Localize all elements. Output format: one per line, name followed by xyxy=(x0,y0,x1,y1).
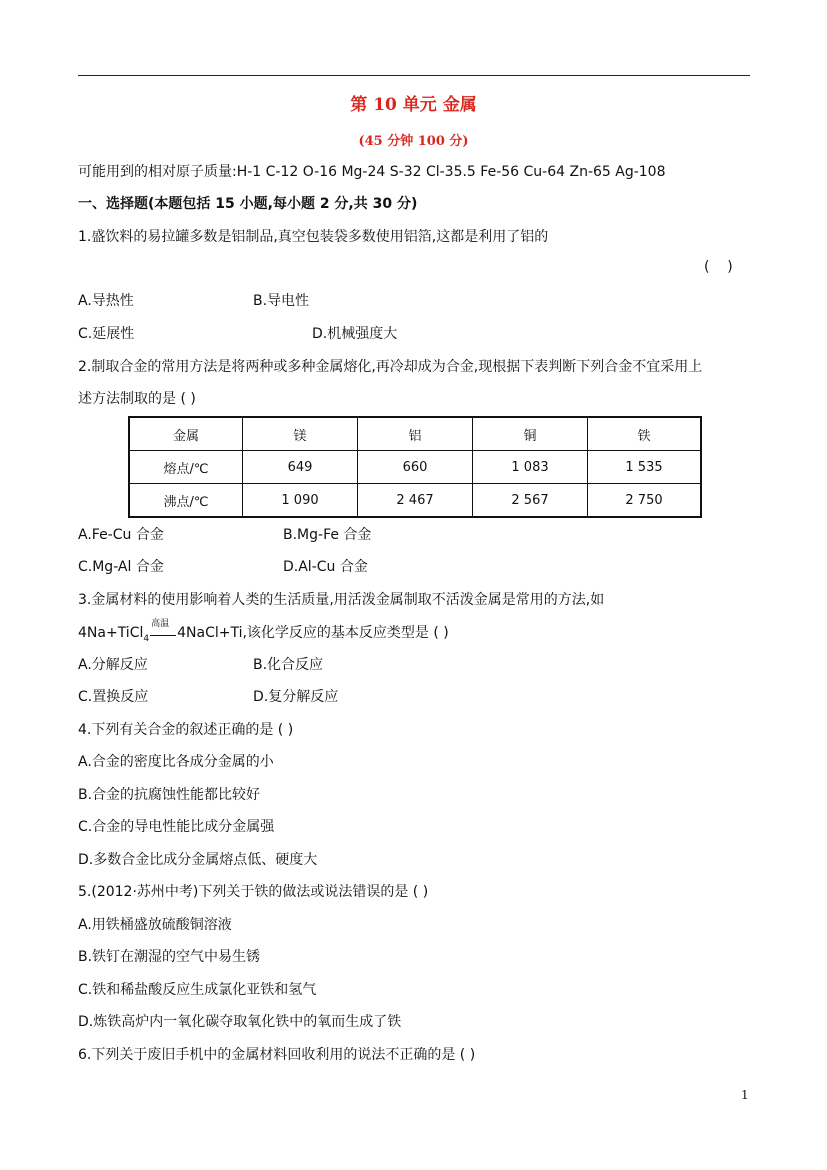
q5-option-c: C.铁和稀盐酸反应生成氯化亚铁和氢气 xyxy=(78,982,317,998)
q1-stem: 1.盛饮料的易拉罐多数是铝制品,真空包装袋多数使用铝箔,这都是利用了铝的 xyxy=(78,229,549,245)
table-header-cell: 铝 xyxy=(358,417,473,451)
table-header-cell: 金属 xyxy=(129,417,243,451)
q4-stem: 4.下列有关合金的叙述正确的是 ( ) xyxy=(78,722,294,738)
q2-option-c: C.Mg-Al 合金 xyxy=(78,559,164,575)
q1-option-a: A.导热性 xyxy=(78,293,134,309)
atomic-masses: 可能用到的相对原子质量:H-1 C-12 O-16 Mg-24 S-32 Cl-35.5 Fe-56 Cu-64 Zn-65 Ag-108 xyxy=(78,164,666,180)
reaction-arrow xyxy=(149,619,177,643)
table-header-cell: 铜 xyxy=(473,417,588,451)
table-cell: 沸点/℃ xyxy=(129,484,243,518)
header-rule xyxy=(78,75,750,76)
equals-line xyxy=(150,635,176,636)
q6-stem: 6.下列关于废旧手机中的金属材料回收利用的说法不正确的是 ( ) xyxy=(78,1047,476,1063)
q3-equation-line xyxy=(78,619,449,649)
q3-option-a: A.分解反应 xyxy=(78,657,148,673)
q1-answer-paren: ( ) xyxy=(704,259,733,275)
table-cell: 1 535 xyxy=(588,451,702,484)
table-cell: 649 xyxy=(243,451,358,484)
q5-option-d: D.炼铁高炉内一氧化碳夺取氧化铁中的氧而生成了铁 xyxy=(78,1014,402,1030)
page-number: 1 xyxy=(741,1088,749,1102)
table-header-cell: 铁 xyxy=(588,417,702,451)
q2-option-d: D.Al-Cu 合金 xyxy=(283,559,368,575)
q4-option-a: A.合金的密度比各成分金属的小 xyxy=(78,754,274,770)
q3-option-b: B.化合反应 xyxy=(253,657,324,673)
table-header-cell: 镁 xyxy=(243,417,358,451)
equation-subscript: 4 xyxy=(143,633,150,644)
table-row xyxy=(129,484,701,518)
q2-stem-line1: 2.制取合金的常用方法是将两种或多种金属熔化,再冷却成为合金,现根据下表判断下列合金不宜采用上 xyxy=(78,359,703,375)
q3-option-d: D.复分解反应 xyxy=(253,689,339,705)
page-title: 第 10 单元 金属 xyxy=(350,95,477,115)
q2-option-b: B.Mg-Fe 合金 xyxy=(283,527,372,543)
table-cell: 2 467 xyxy=(358,484,473,518)
equation-reactants: 4Na+TiCl xyxy=(78,625,144,641)
table-cell: 1 083 xyxy=(473,451,588,484)
q5-stem: 5.(2012·苏州中考)下列关于铁的做法或说法错误的是 ( ) xyxy=(78,884,429,900)
q2-stem-line2: 述方法制取的是 ( ) xyxy=(78,391,196,407)
equation-products: 4NaCl+Ti,该化学反应的基本反应类型是 ( ) xyxy=(177,625,449,641)
table-cell: 660 xyxy=(358,451,473,484)
q4-option-d: D.多数合金比成分金属熔点低、硬度大 xyxy=(78,852,318,868)
q4-option-c: C.合金的导电性能比成分金属强 xyxy=(78,819,275,835)
table-row xyxy=(129,451,701,484)
q3-stem-line1: 3.金属材料的使用影响着人类的生活质量,用活泼金属制取不活泼金属是常用的方法,如 xyxy=(78,592,605,608)
q5-option-a: A.用铁桶盛放硫酸铜溶液 xyxy=(78,917,232,933)
q2-option-a: A.Fe-Cu 合金 xyxy=(78,527,164,543)
q1-option-b: B.导电性 xyxy=(253,293,310,309)
table-header-row xyxy=(129,417,701,451)
metal-properties-table xyxy=(128,416,702,518)
q4-option-b: B.合金的抗腐蚀性能都比较好 xyxy=(78,787,261,803)
table-cell: 2 567 xyxy=(473,484,588,518)
table-cell: 1 090 xyxy=(243,484,358,518)
section-heading: 一、选择题(本题包括 15 小题,每小题 2 分,共 30 分) xyxy=(78,196,418,212)
q1-option-c: C.延展性 xyxy=(78,326,135,342)
page-subtitle: (45 分钟 100 分) xyxy=(358,134,469,149)
q3-option-c: C.置换反应 xyxy=(78,689,149,705)
table-cell: 2 750 xyxy=(588,484,702,518)
reaction-condition: 高温 xyxy=(151,619,170,629)
table-cell: 熔点/℃ xyxy=(129,451,243,484)
q1-option-d: D.机械强度大 xyxy=(312,326,398,342)
q5-option-b: B.铁钉在潮湿的空气中易生锈 xyxy=(78,949,261,965)
